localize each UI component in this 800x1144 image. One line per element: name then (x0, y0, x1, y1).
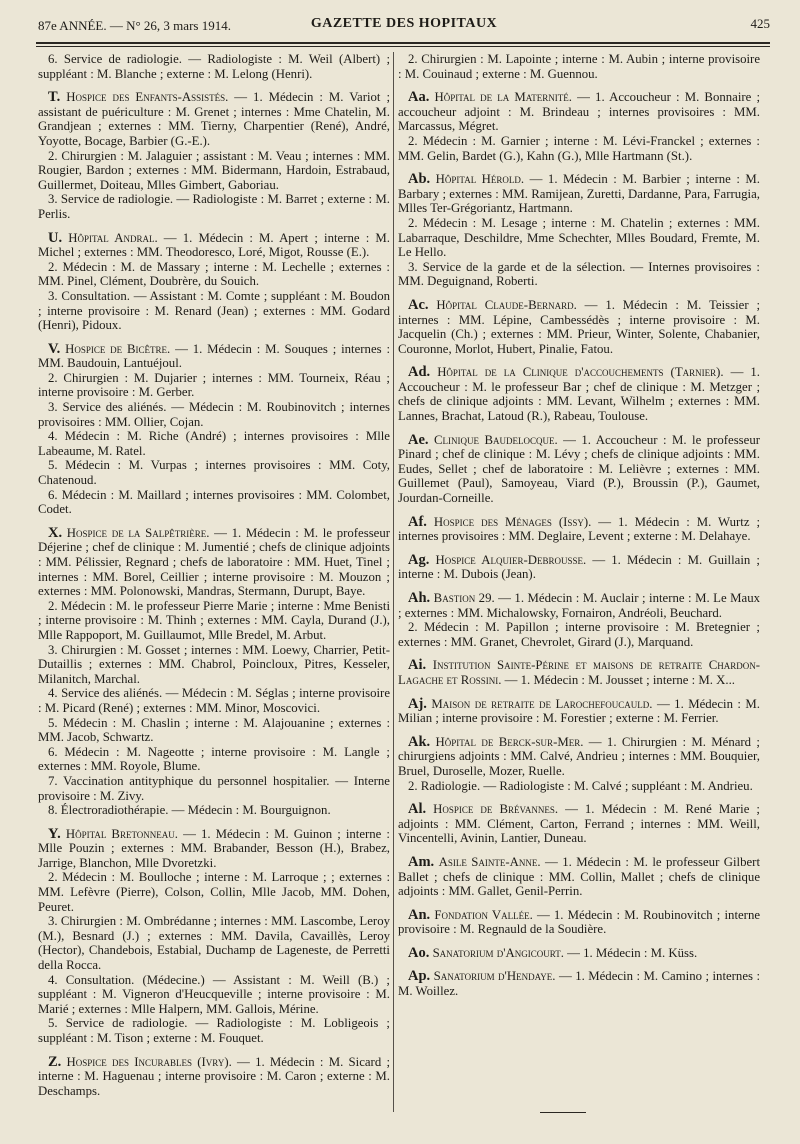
section-letter: Y. (48, 825, 61, 842)
issue-info: 87e ANNÉE. — N° 26, 3 mars 1914. (38, 18, 231, 33)
paragraph-text: — 1. Médecin : M. Auclair ; interne : M. Le Maux ; externes : MM. Michalowsky, Fornairon, Andréoli, Beuchard. (398, 591, 760, 620)
hospital-name: Hospice de la Salpêtrière. (66, 525, 210, 540)
paragraph-text: — 1. Accoucheur : M. le professeur Bar ; chef de clinique : M. Metzger ; chefs de clinique adjoints : MM. Levant, Wilhelm ; externes : MM. Lannes, Brachat, Latoud (R.), Rabeau, Toulouse. (398, 365, 761, 424)
hospital-entry (398, 735, 760, 793)
paragraph-text: — 1. Médecin : M. Sicard ; interne : M. Haguenau ; interne provisoire : M. Caron ; externe : M. Deschamps. (38, 1054, 391, 1098)
header-rule-thick (36, 42, 770, 44)
entry-first-paragraph (38, 231, 390, 260)
hospital-name: Hospice Alquier-Debrousse. (435, 552, 587, 567)
entry-paragraph (38, 686, 390, 715)
paragraph-text: 2. Chirurgien : M. Dujarier ; internes : MM. Tourneix, Réau ; interne provisoire : M. Gerber. (38, 370, 390, 400)
paragraph-text: — 1. Médecin : M. Wurtz ; internes provisoires : MM. Deglaire, Levent ; externe : M. Delahaye. (398, 514, 761, 544)
paragraph-text: — 1. Chirurgien : M. Ménard ; chirurgiens adjoints : MM. Calvé, Andrieu ; internes : MM. Bouquier, Bruel, Duroselle, Mozer, Ruelle. (398, 734, 760, 778)
paragraph-text: 3. Service des aliénés. — Médecin : M. Roubinovitch ; internes provisoires : MM. Ollier, Cojan. (38, 400, 390, 429)
paragraph-text: — 1. Médecin : M. le professeur Déjerine ; chef de clinique : M. Jumentié ; chefs de clinique adjoints : MM. Pélissier, Regnard ; chefs de laboratoire : MM. Huet, Tinel ; internes : MM. Borel, Ceillier ; interne provisoire : M. Mouzon ; externes : MM. Polonowski, Mandras, Stermann, Durupt, Baye. (38, 525, 391, 599)
paragraph-text: — 1. Médecin : M. Milian ; interne provisoire : M. Forestier ; externe : M. Ferrier. (398, 696, 760, 726)
section-letter: Z. (48, 1053, 62, 1070)
hospital-name: Fondation Vallée. (434, 907, 533, 922)
left-column (38, 52, 390, 1107)
entry-paragraph (38, 1016, 390, 1045)
hospital-name: Maison de retraite de Larochefoucauld. (431, 696, 653, 711)
entry-first-paragraph (38, 1055, 390, 1099)
entry-paragraph (38, 400, 390, 429)
paragraph-text: 6. Médecin : M. Maillard ; internes provisoires : MM. Colombet, Codet. (38, 487, 390, 517)
entry-paragraph (38, 774, 390, 803)
paragraph-text: — 1. Accoucheur : M. le professeur Pinard ; chef de clinique : M. Lévy ; chefs de clinique adjoints : MM. Eudes, Sellet ; chef de laboratoire : M. Lelièvre ; externes : MM. Guillemet (Paul), Samoyeau, Viard (P.), Broussin (P.), Gaumet, Jourdan-Corneille. (398, 432, 761, 506)
paragraph-text: 4. Consultation. (Médecine.) — Assistant : M. Weill (B.) ; suppléant : M. Vigneron d'Heucqueville ; interne provisoire : M. Marié ; externes : Mlle Halpern, MM. Gallois, Mérine. (38, 972, 390, 1016)
hospital-entry (38, 231, 390, 333)
paragraph-text: 3. Chirurgien : M. Ombrédanne ; internes : MM. Lascombe, Leroy (M.), Besnard (J.) ; externes : MM. Davila, Cavaillès, Leroy (Hector), Chandebois, Estabial, Duchamp de Lageneste, de Perretti della Rocca. (38, 914, 390, 973)
column-divider (393, 52, 394, 1112)
paragraph-text: 5. Médecin : M. Chaslin ; interne : M. Alajouanine ; externes : MM. Jacob, Schwartz. (38, 715, 390, 745)
section-letter: Aa. (408, 89, 430, 106)
entry-first-paragraph (38, 90, 390, 148)
entry-first-paragraph (398, 658, 760, 687)
hospital-name: Hospice des Incurables (Ivry). (66, 1054, 232, 1069)
hospital-entry (398, 591, 760, 649)
entry-first-paragraph (398, 802, 760, 846)
paragraph-text: — 1. Accoucheur : M. Bonnaire ; accoucheur adjoint : M. Brindeau ; internes provisoires : MM. Marcassus, Mégret. (398, 90, 761, 134)
paragraph-text: — 1. Médecin : M. Variot ; assistant de puériculture : M. Grenet ; internes : Mme Chatelin, M. Grandjean ; externes : MM. Tierny, Charpentier (René), André, Yoyotte, Bocage, Barbier (G.-E.). (38, 90, 391, 148)
hospital-entry (38, 526, 390, 818)
page-header (38, 14, 770, 36)
section-letter: Ai. (408, 657, 427, 674)
entry-paragraph (38, 429, 390, 458)
entry-first-paragraph (38, 526, 390, 599)
paragraph-text: 5. Médecin : M. Vurpas ; internes provisoires : MM. Coty, Chatenoud. (38, 458, 390, 488)
section-letter: V. (48, 340, 61, 357)
entry-paragraph (38, 803, 390, 818)
paragraph-text: 5. Service de radiologie. — Radiologiste : M. Lobligeois ; suppléant : M. Tison ; externe : M. Fouquet. (38, 1016, 390, 1045)
paragraph-text: 2. Radiologie. — Radiologiste : M. Calvé ; suppléant : M. Andrieu. (408, 778, 753, 793)
paragraph-text: — 1. Médecin : M. le professeur Gilbert Ballet ; chefs de clinique : MM. Collin, Mallet ; chefs de clinique adjoints : MM. Gallet, Genil-Perrin. (398, 854, 760, 899)
hospital-name: Hôpital Hérold. (435, 172, 525, 187)
section-letter: Af. (408, 513, 427, 530)
hospital-name: Hospice des Enfants-Assistés. (66, 90, 229, 105)
entry-first-paragraph (398, 908, 760, 937)
hospital-name: Clinique Baudelocque. (434, 432, 558, 447)
entry-paragraph (38, 973, 390, 1017)
hospital-entry (398, 90, 760, 163)
section-letter: Al. (408, 801, 427, 818)
paragraph-text: 4. Médecin : M. Riche (André) ; internes provisoires : Mlle Labeaume, M. Ratel. (38, 429, 390, 458)
paragraph-text: — 1. Médecin : M. Guillain ; interne : M. Dubois (Jean). (398, 552, 760, 582)
entry-first-paragraph (398, 515, 760, 544)
end-rule (540, 1112, 586, 1113)
hospital-entry (38, 827, 390, 1046)
entry-paragraph (38, 716, 390, 745)
section-letter: T. (48, 89, 61, 106)
entry-first-paragraph (398, 52, 760, 81)
entry-first-paragraph (398, 591, 760, 620)
section-letter: Ac. (408, 296, 429, 313)
hospital-entry (38, 342, 390, 517)
paragraph-text: — 1. Médecin : M. Guinon ; interne : Mlle Pouzin ; externes : MM. Brabander, Besson (H.), Brabez, Jarrige, Blanchon, Mlle Dvoretzki. (38, 826, 390, 870)
paragraph-text: — 1. Médecin : M. Roubinovitch ; interne provisoire : M. Regnauld de la Soudière. (398, 907, 761, 937)
section-letter: Ah. (408, 590, 431, 606)
entry-paragraph (38, 192, 390, 221)
entry-paragraph (38, 745, 390, 774)
entry-first-paragraph (398, 365, 760, 423)
hospital-entry (398, 946, 760, 961)
entry-paragraph (398, 779, 760, 794)
hospital-entry (398, 553, 760, 582)
paragraph-text: — 1. Médecin : M. Apert ; interne : M. Michel ; externes : MM. Theodoresco, Loré, Migot, Rousse (E.). (38, 230, 390, 260)
entry-paragraph (38, 914, 390, 972)
entry-paragraph (38, 260, 390, 289)
section-letter: Ao. (408, 944, 430, 961)
publication-title: GAZETTE DES HOPITAUX (310, 16, 498, 31)
hospital-name: Sanatorium d'Angicourt. (432, 945, 564, 960)
hospital-entry (398, 172, 760, 289)
entry-paragraph (398, 134, 760, 163)
paragraph-text: — 1. Médecin : M. René Marie ; adjoints : MM. Clément, Carton, Ferrand ; internes : MM. Weill, Vincentelli, Avinin, Lantier, Duneau. (398, 802, 760, 846)
section-letter: X. (48, 524, 63, 541)
paragraph-text: 8. Électroradiothérapie. — Médecin : M. Bourguignon. (48, 803, 331, 818)
hospital-entry (38, 1055, 390, 1099)
paragraph-text: — 1. Médecin : M. Jousset ; interne : M. X... (504, 672, 735, 687)
section-letter: Ab. (408, 171, 431, 188)
entry-first-paragraph (38, 52, 390, 81)
section-letter: Ad. (408, 364, 431, 381)
paragraph-text: 6. Médecin : M. Nageotte ; interne provisoire : M. Langle ; externes : MM. Royole, Blume. (38, 744, 390, 774)
hospital-name: Hôpital Andral. (68, 230, 158, 245)
entry-first-paragraph (398, 697, 760, 726)
entry-first-paragraph (398, 433, 760, 506)
paragraph-text: 3. Consultation. — Assistant : M. Comte ; suppléant : M. Boudon ; interne provisoire : M. Renard (Jean) ; externes : MM. Godard (Henri), Pidoux. (38, 288, 390, 333)
paragraph-text: — 1. Médecin : M. Camino ; internes : M. Woillez. (398, 969, 761, 999)
entry-first-paragraph (398, 735, 760, 779)
hospital-entry (398, 52, 760, 81)
paragraph-text: 2. Médecin : M. le professeur Pierre Marie ; interne : Mme Benisti ; interne provisoire : M. Thinh ; externes : MM. Cayla, Durand (J.), Mlle Rappoport, M. Guillaumot, Mlle Bredel, M. Arbut. (38, 598, 390, 642)
paragraph-text: — 1. Médecin : M. Küss. (567, 945, 698, 960)
paragraph-text: 3. Service de la garde et de la sélection. — Internes provisoires : MM. Deguignand, Roberti. (398, 259, 760, 289)
paragraph-text: 2. Chirurgien : M. Lapointe ; interne : M. Aubin ; interne provisoire : M. Couinaud ; externe : M. Guennou. (398, 52, 760, 81)
entry-paragraph (398, 216, 760, 260)
hospital-name: Hospice de Bicêtre. (65, 341, 171, 356)
hospital-name: Hôpital Bretonneau. (65, 826, 178, 841)
paragraph-text: 2. Médecin : M. Papillon ; interne provisoire : M. Bretegnier ; externes : MM. Granet, Chevrolet, Girard (J.), Marquand. (398, 620, 760, 649)
entry-first-paragraph (38, 342, 390, 371)
paragraph-text: — 1. Médecin : M. Barbier ; interne : M. Barbary ; externes : MM. Ramijean, Zuretti, Dardanne, Para, Farrugia, Mlles Ter-Grégoriantz, Hartmann. (398, 172, 760, 216)
entry-first-paragraph (38, 827, 390, 871)
hospital-name: Hospice de Brévannes. (433, 802, 559, 817)
section-letter: U. (48, 229, 63, 246)
paragraph-text: 2. Médecin : M. Boulloche ; interne : M. Larroque ; ; externes : MM. Lefèvre (Pierre), Colson, Collin, Mlle Jacob, MM. Dohen, Peuret. (38, 870, 390, 914)
paragraph-text: 2. Médecin : M. de Massary ; interne : M. Lechelle ; externes : MM. Pinel, Clément, Doubrère, du Souich. (38, 259, 390, 289)
section-letter: Aj. (408, 695, 427, 712)
hospital-entry (398, 802, 760, 846)
paragraph-text: 2. Médecin : M. Lesage ; interne : M. Chatelin ; externes : MM. Labarraque, Deschildre, Mme Schechter, Mlles Boudard, Fremte, M. Le Hello. (398, 215, 760, 260)
entry-paragraph (38, 458, 390, 487)
section-letter: Ap. (408, 968, 431, 985)
hospital-entry (398, 298, 760, 356)
hospital-entry (398, 908, 760, 937)
paragraph-text: — 1. Médecin : M. Teissier ; internes : MM. Lépine, Cambessédès ; interne provisoire : M. Jacquelin (Ch.) ; externes : MM. Prieur, Winter, Solente, Chabanier, Couronne, Morlot, Hubert, Pinalie, Fatou. (398, 297, 761, 356)
hospital-entry (398, 855, 760, 899)
section-letter: Ak. (408, 733, 431, 750)
hospital-entry (398, 697, 760, 726)
entry-first-paragraph (398, 172, 760, 216)
paragraph-text: 4. Service des aliénés. — Médecin : M. Séglas ; interne provisoire : M. Picard (René) ; externes : MM. Minor, Moscovici. (38, 686, 390, 715)
paragraph-text: 2. Médecin : M. Garnier ; interne : M. Lévi-Franckel ; externes : MM. Gelin, Bardet (G.), Kahn (G.), Mlle Hartmann (St.). (398, 133, 760, 163)
hospital-name: Asile Sainte-Anne. (438, 854, 541, 869)
entry-paragraph (38, 870, 390, 914)
section-letter: Ae. (408, 431, 429, 448)
hospital-entry (398, 515, 760, 544)
entry-paragraph (38, 289, 390, 333)
paragraph-text: 3. Chirurgien : M. Gosset ; internes : MM. Loewy, Charrier, Petit-Dutaillis ; externes : MM. Chabrol, Poincloux, Pitres, Kesseler, Milanitch, Marchal. (38, 642, 390, 686)
paragraph-text: 6. Service de radiologie. — Radiologiste : M. Weil (Albert) ; suppléant : M. Blanche ; externe : M. Lelong (Henri). (38, 52, 390, 81)
hospital-entry (398, 658, 760, 687)
hospital-name: Hospice des Ménages (Issy). (433, 514, 592, 529)
hospital-entry (38, 52, 390, 81)
entry-first-paragraph (398, 298, 760, 356)
hospital-name: Institution Sainte-Périne et maisons de retraite Chardon-Lagache et Rossini. (398, 658, 760, 687)
hospital-entry (38, 90, 390, 221)
section-letter: Ag. (408, 551, 430, 568)
hospital-name: Hôpital de la Maternité. (434, 90, 572, 105)
hospital-entry (398, 365, 760, 423)
hospital-name: Bastion 29. (433, 591, 495, 605)
paragraph-text: 7. Vaccination antityphique du personnel hospitalier. — Interne provisoire : M. Zivy. (38, 773, 390, 803)
entry-paragraph (38, 149, 390, 193)
entry-paragraph (38, 371, 390, 400)
entry-first-paragraph (398, 553, 760, 582)
right-column (398, 52, 760, 1008)
section-letter: Am. (408, 853, 435, 870)
entry-paragraph (38, 599, 390, 643)
entry-paragraph (398, 260, 760, 289)
hospital-entry (398, 433, 760, 506)
entry-first-paragraph (398, 855, 760, 899)
entry-first-paragraph (398, 946, 760, 961)
hospital-name: Hôpital Claude-Bernard. (436, 297, 577, 312)
hospital-name: Sanatorium d'Hendaye. (433, 969, 556, 984)
paragraph-text: — 1. Médecin : M. Souques ; internes : MM. Baudouin, Lantuéjoul. (38, 341, 390, 371)
entry-first-paragraph (398, 90, 760, 134)
paragraph-text: 3. Service de radiologie. — Radiologiste : M. Barret ; externe : M. Perlis. (38, 192, 390, 221)
hospital-name: Hôpital de la Clinique d'accouchements (Tarnier). (437, 365, 724, 380)
header-rule-thin (36, 46, 770, 47)
paragraph-text: 2. Chirurgien : M. Jalaguier ; assistant : M. Veau ; internes : MM. Rougier, Bardon ; externes : MM. Bidermann, Hardoin, Estrabaud, Guillermet, Doiteau, Mlles Gimbert, Gaboriau. (38, 148, 390, 192)
hospital-entry (398, 969, 760, 998)
entry-paragraph (38, 488, 390, 517)
entry-paragraph (398, 620, 760, 649)
entry-paragraph (38, 643, 390, 687)
page-number: 425 (750, 16, 770, 31)
section-letter: An. (408, 906, 431, 923)
entry-first-paragraph (398, 969, 760, 998)
hospital-name: Hôpital de Berck-sur-Mer. (435, 734, 584, 749)
